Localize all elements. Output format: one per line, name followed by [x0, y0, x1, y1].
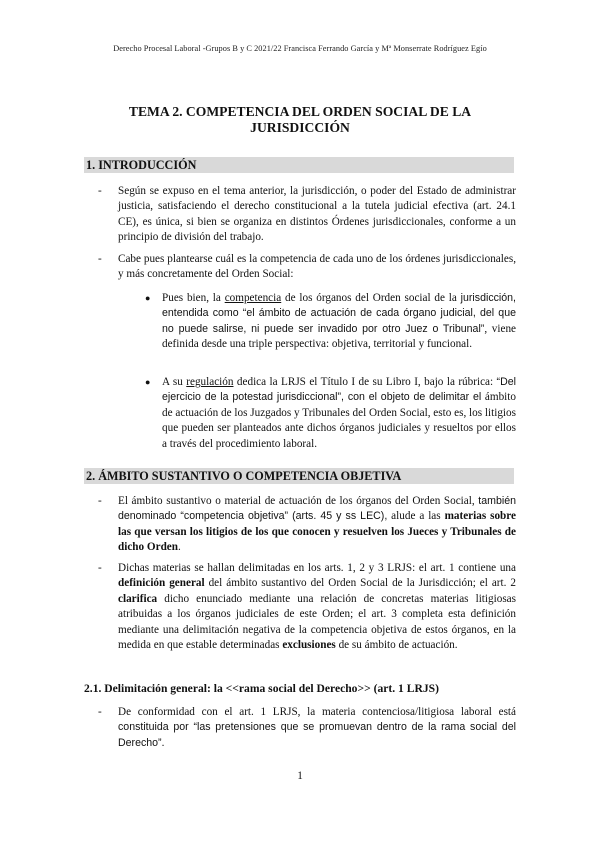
dash-marker: -	[98, 706, 102, 718]
term-competencia: competencia	[224, 292, 282, 304]
document-title	[90, 104, 510, 136]
bullet-marker: ●	[145, 377, 151, 387]
title-line-1: TEMA 2. COMPETENCIA DEL ORDEN SOCIAL DE LA	[128, 104, 472, 119]
bullet-competencia: ● Pues bien, la competencia de los órganos del Orden social de la jurisdicción, entendida como “el ámbito de actuación de cada órgano judicial, del que no puede salirse, ni puede ser invadido por otro Juez o Tribunal”, viene definida desde una triple perspectiva: objetiva, territorial y funcional.	[145, 292, 517, 351]
section-heading-text: 2. ÁMBITO SUSTANTIVO O COMPETENCIA OBJETIVA	[86, 469, 402, 483]
section-heading-text: 1. INTRODUCCIÓN	[86, 158, 197, 172]
subsection-heading-2-1: 2.1. Delimitación general: la <<rama social del Derecho>> (art. 1 LRJS)	[84, 682, 439, 695]
title-line-2: JURISDICCIÓN	[250, 120, 350, 135]
running-header: Derecho Procesal Laboral -Grupos B y C 2021/22 Francisca Ferrando García y Mª Monserrate Rodríguez Egío	[113, 44, 487, 53]
paragraph-ambito-1: - El ámbito sustantivo o material de actuación de los órganos del Orden Social, también denominado “competencia objetiva” (arts. 45 y ss LEC), alude a las materias sobre las que versan los litigios de los que conocen y resuelven los Jueces y Tribunales de dicho Orden.	[98, 495, 517, 554]
paragraph-ambito-2: - Dichas materias se hallan delimitadas en los arts. 1, 2 y 3 LRJS: el art. 1 contiene una definición general del ámbito sustantivo del Orden Social de la Jurisdicción; el art. 2 clarifica dicho enunciado mediante una relación de concretas materias litigiosas atribuidas a los órganos judiciales de este Orden; el art. 3 completa esta definición mediante una delimitación negativa de la competencia objetiva de estos órganos, en la medida en que estable determinadas exclusiones de su ámbito de actuación.	[98, 562, 516, 652]
section-heading-introduccion	[84, 157, 514, 173]
bullet-marker: ●	[145, 293, 151, 303]
paragraph-intro-1: - Según se expuso en el tema anterior, la jurisdicción, o poder del Estado de administrar justicia, satisfaciendo el derecho constitucional a la tutela judicial efectiva (art. 24.1 CE), es única, si bien se organiza en distintos Órdenes jurisdiccionales, conforme a un principio de división del trabajo.	[98, 185, 516, 244]
page-number: 1	[297, 770, 303, 782]
dash-marker: -	[98, 185, 102, 197]
dash-marker: -	[98, 495, 102, 507]
dash-marker: -	[98, 253, 102, 265]
dash-marker: -	[98, 562, 102, 574]
paragraph-intro-2: - Cabe pues plantearse cuál es la competencia de cada uno de los órdenes jurisdiccionales, y más concretamente del Orden Social:	[98, 253, 516, 281]
term-regulacion: regulación	[186, 376, 234, 388]
section-heading-ambito-sustantivo	[84, 468, 514, 484]
bullet-regulacion: ● A su regulación dedica la LRJS el Título I de su Libro I, bajo la rúbrica: “Del ejercicio de la potestad jurisdiccional”, con el objeto de delimitar el ámbito de actuación de los Juzgados y Tribunales del Orden Social, esto es, los litigios que pueden ser planteados ante dichos órganos judiciales y resueltos por ellos a través del procedimiento laboral.	[145, 376, 516, 450]
paragraph-rama-social: - De conformidad con el art. 1 LRJS, la materia contenciosa/litigiosa laboral está constituida por “las pretensiones que se promuevan dentro de la rama social del Derecho”.	[98, 706, 516, 749]
